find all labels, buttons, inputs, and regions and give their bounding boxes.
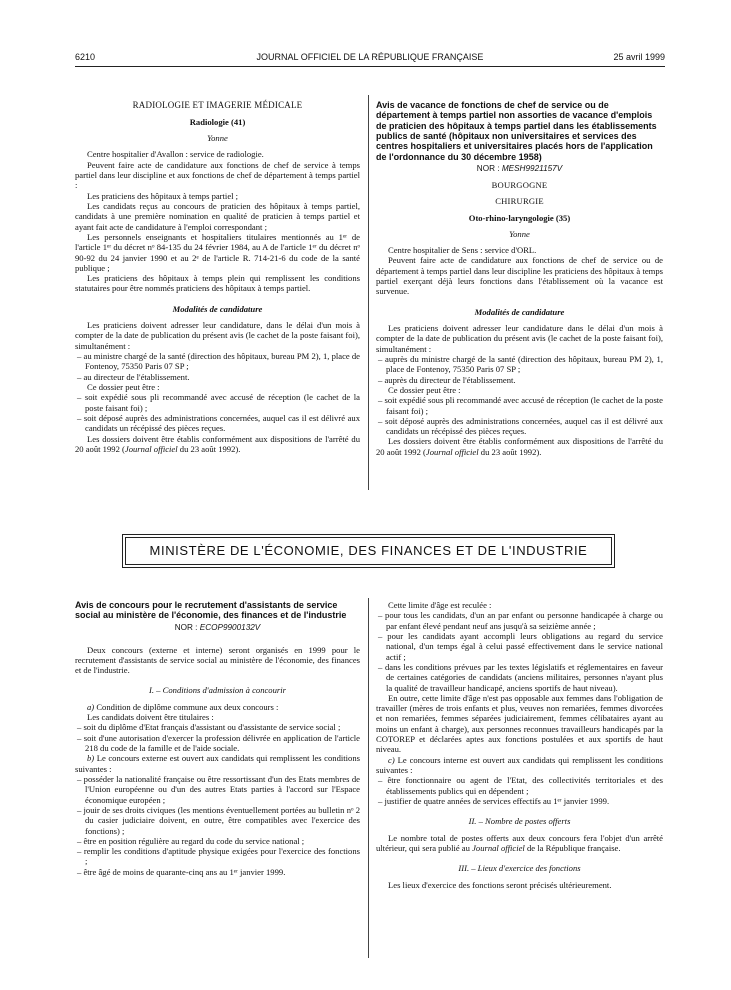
department-name: Yonne — [509, 228, 530, 239]
paragraph: Deux concours (externe et interne) seront organisés en 1999 pour le recrutement d'assistants de service social au ministère de l'économie, des finances et de l'industrie. — [75, 644, 360, 676]
submission-list — [75, 392, 360, 433]
paragraph: Centre hospitalier de Sens : service d'ORL. — [388, 245, 537, 256]
list-item: – au ministre chargé de la santé (direction des hôpitaux, bureau PM 2), 1, place de Fontenoy, 75350 Paris 07 SP ; — [75, 351, 360, 372]
region-name: BOURGOGNE — [491, 179, 548, 190]
subsection-title: Oto-rhino-laryngologie (35) — [468, 212, 571, 223]
journal-reference: Journal officiel — [124, 443, 178, 454]
list-item: – pour les candidats ayant accompli leurs obligations au regard du service national, d'un temps égal à celui passé effectivement dans le service national actif ; — [376, 631, 663, 662]
paragraph: Les praticiens des hôpitaux à temps partiel ; — [87, 190, 239, 201]
list-item: – jouir de ses droits civiques (les mentions éventuellement portées au bulletin nᵒ 2 du casier judiciaire doivent, en outre, être compatibles avec l'exercice des fonctions) ; — [75, 805, 360, 836]
paragraph: c) Le concours interne est ouvert aux candidats qui remplissent les conditions suivantes : — [376, 754, 663, 775]
radiologie-column — [75, 100, 360, 454]
paragraph: Peuvent faire acte de candidature aux fonctions de chef de service ou de département à temps partiel dans leur discipline les praticiens des hôpitaux à temps partiel exerçant déjà leurs fonctions dans l'établissement où la vacance est survenue. — [376, 255, 663, 297]
paragraph: En outre, cette limite d'âge n'est pas opposable aux femmes dans l'obligation de travailler (mères de trois enfants et plus, veuves non remariées, femmes divorcées et non remariées, femmes séparées judiciairement, femmes célibataires ayant au moins un enfant à charge), aux personnes reconnues travailleurs handicapés par la COTOREP et déclarées aptes aux fonctions postulées et aux sportifs de haut niveau. — [376, 692, 663, 755]
subsection-title: Radiologie (41) — [189, 116, 246, 127]
age-limit-list — [376, 610, 663, 693]
paragraph: b) Le concours externe est ouvert aux candidats qui remplissent les conditions suivantes : — [75, 753, 360, 774]
paragraph: Ce dossier peut être : — [87, 381, 160, 392]
column-divider — [368, 598, 369, 958]
list-item: – être âgé de moins de quarante-cinq ans au 1ᵉʳ janvier 1999. — [75, 867, 360, 877]
submission-list — [376, 395, 663, 436]
paragraph: Centre hospitalier d'Avallon : service de radiologie. — [87, 149, 264, 160]
concours-column — [75, 600, 360, 877]
journal-title: JOURNAL OFFICIEL DE LA RÉPUBLIQUE FRANÇAISE — [256, 52, 484, 62]
paragraph: Les praticiens des hôpitaux à temps plein qui remplissent les conditions statutaires pour être nommés praticiens des hôpitaux à temps partiel. — [75, 273, 360, 294]
notice-heading: Avis de concours pour le recrutement d'assistants de service social au ministère de l'économie, des finances et de l'industrie — [75, 600, 347, 621]
list-item: – posséder la nationalité française ou être ressortissant d'un des Etats membres de l'Union européenne ou d'un des autres Etats parties à l'accord sur l'Espace économique européen ; — [75, 774, 360, 805]
list-item: – auprès du directeur de l'établissement. — [376, 375, 663, 385]
paragraph: Les lieux d'exercice des fonctions seront précisés ultérieurement. — [388, 879, 612, 890]
department-name: Yonne — [207, 133, 228, 144]
list-item: – au directeur de l'établissement. — [75, 372, 360, 382]
nor-reference: NOR : MESH9921157V — [476, 164, 563, 174]
list-item: – justifier de quatre années de services effectifs au 1ᵉʳ janvier 1999. — [376, 796, 663, 806]
paragraph: Les praticiens doivent adresser leur candidature dans le délai d'un mois à compter de la date de publication du présent avis (le cachet de la poste faisant foi), simultanément : — [376, 323, 663, 354]
section-title: I. – Conditions d'admission à concourir — [149, 685, 286, 696]
list-item: – remplir les conditions d'aptitude physique exigées pour l'exercice des fonctions ; — [75, 846, 360, 867]
paragraph: Ce dossier peut être : — [388, 384, 461, 395]
modalites-title: Modalités de candidature — [172, 303, 263, 314]
nor-reference: NOR : ECOP9900132V — [174, 622, 261, 632]
journal-reference: Journal officiel — [425, 446, 479, 457]
list-item: – soit d'une autorisation d'exercer la profession délivrée en application de l'article 218 du code de la famille et de l'aide sociale. — [75, 733, 360, 754]
paragraph: a) Condition de diplôme commune aux deux concours : — [87, 701, 279, 712]
list-item: – soit déposé auprès des administrations concernées, auquel cas il est délivré aux candidats un récépissé des pièces reçues. — [75, 413, 360, 434]
list-item: – pour tous les candidats, d'un an par enfant ou personne handicapée à charge ou par enfant élevé pendant neuf ans jusqu'à sa seizième année ; — [376, 610, 663, 631]
nor-code: ECOP9900132V — [199, 622, 261, 632]
page-number: 6210 — [75, 52, 96, 62]
column-divider — [368, 95, 369, 490]
vacance-column — [376, 100, 663, 457]
paragraph: Les candidats reçus au concours de praticien des hôpitaux à temps partiel, candidats à une première nomination en qualité de praticien à temps partiel et ayant fait acte de candidature à l'emploi correspondant ; — [75, 200, 360, 232]
recipient-list — [376, 354, 663, 385]
list-item: – soit expédié sous pli recommandé avec accusé de réception (le cachet de la poste faisant foi) ; — [75, 392, 360, 413]
diploma-list — [75, 722, 360, 753]
section-title: RADIOLOGIE ET IMAGERIE MÉDICALE — [132, 100, 303, 110]
internal-conditions-list — [376, 775, 663, 806]
paragraph: Les dossiers doivent être établis conformément aux dispositions de l'arrêté du 20 août 1992 (Journal officiel du 23 août 1992). — [75, 433, 360, 454]
paragraph: Cette limite d'âge est reculée : — [388, 600, 492, 610]
paragraph: Les personnels enseignants et hospitaliers titulaires mentionnés au 1ᵉʳ de l'article 1ᵉʳ du décret nᵒ 84-135 du 24 février 1984, au A de l'article 1ᵉʳ du décret nᵒ 90-92 du 24 janvier 1990 et au 2ᵉ de l'article R. 714-21-6 du code de la santé publique ; — [75, 231, 360, 273]
recipient-list — [75, 351, 360, 382]
list-item: – soit expédié sous pli recommandé avec accusé de réception (le cachet de la poste faisant foi) ; — [376, 395, 663, 416]
list-item: – dans les conditions prévues par les textes législatifs et réglementaires en faveur de certaines catégories de candidats (anciens militaires, personnes n'ayant plus la qualité de travailleur handicapé, anciens sportifs de haut niveau). — [376, 662, 663, 693]
section-title: CHIRURGIE — [495, 196, 544, 207]
header-rule — [75, 66, 665, 67]
list-item: – soit déposé auprès des administrations concernées, auquel cas il est délivré aux candidats un récépissé des pièces reçues. — [376, 416, 663, 437]
paragraph: Les praticiens doivent adresser leur candidature, dans le délai d'un mois à compter de la date de publication du présent avis (le cachet de la poste faisant foi), simultanément : — [75, 320, 360, 351]
paragraph: Les dossiers doivent être établis conformément aux dispositions de l'arrêté du 20 août 1992 (Journal officiel du 23 août 1992). — [376, 436, 663, 457]
external-conditions-list — [75, 774, 360, 877]
nor-code: MESH9921157V — [501, 164, 563, 174]
paragraph: Les candidats doivent être titulaires : — [87, 712, 214, 723]
section-title: II. – Nombre de postes offerts — [468, 816, 571, 827]
list-item: – être en position régulière au regard du code du service national ; — [75, 836, 360, 846]
list-item: – auprès du ministre chargé de la santé (direction des hôpitaux, bureau PM 2), 1, place de Fontenoy, 75350 Paris 07 SP ; — [376, 354, 663, 375]
ministry-banner: MINISTÈRE DE L'ÉCONOMIE, DES FINANCES ET DE L'INDUSTRIE — [125, 537, 612, 565]
page-header — [75, 52, 665, 66]
paragraph: Peuvent faire acte de candidature aux fonctions de chef de service à temps partiel dans leur discipline et aux fonctions de chef de département à temps partiel : — [75, 159, 360, 191]
list-item: – soit du diplôme d'Etat français d'assistant ou d'assistante de service social ; — [75, 722, 360, 732]
section-title: III. – Lieux d'exercice des fonctions — [458, 863, 581, 874]
list-item: – être fonctionnaire ou agent de l'Etat, des collectivités territoriales et des établissements publics qui en dépendent ; — [376, 775, 663, 796]
notice-heading: Avis de vacance de fonctions de chef de service ou de département à temps partiel non assorties de vacance d'emplois de praticien des hôpitaux à temps partiel dans les établissements publics de santé (hôpitaux non universitaires et services des centres hospitaliers et universitaires placés hors de l'application de l'ordonnance du 30 décembre 1958) — [376, 100, 657, 162]
journal-reference: Journal officiel — [472, 842, 525, 853]
concours-continued-column — [376, 600, 663, 890]
issue-date: 25 avril 1999 — [613, 52, 665, 62]
modalites-title: Modalités de candidature — [474, 306, 565, 317]
paragraph: Le nombre total de postes offerts aux deux concours fera l'objet d'un arrêté ultérieur, qui sera publié au Journal officiel de la République française. — [376, 832, 663, 853]
